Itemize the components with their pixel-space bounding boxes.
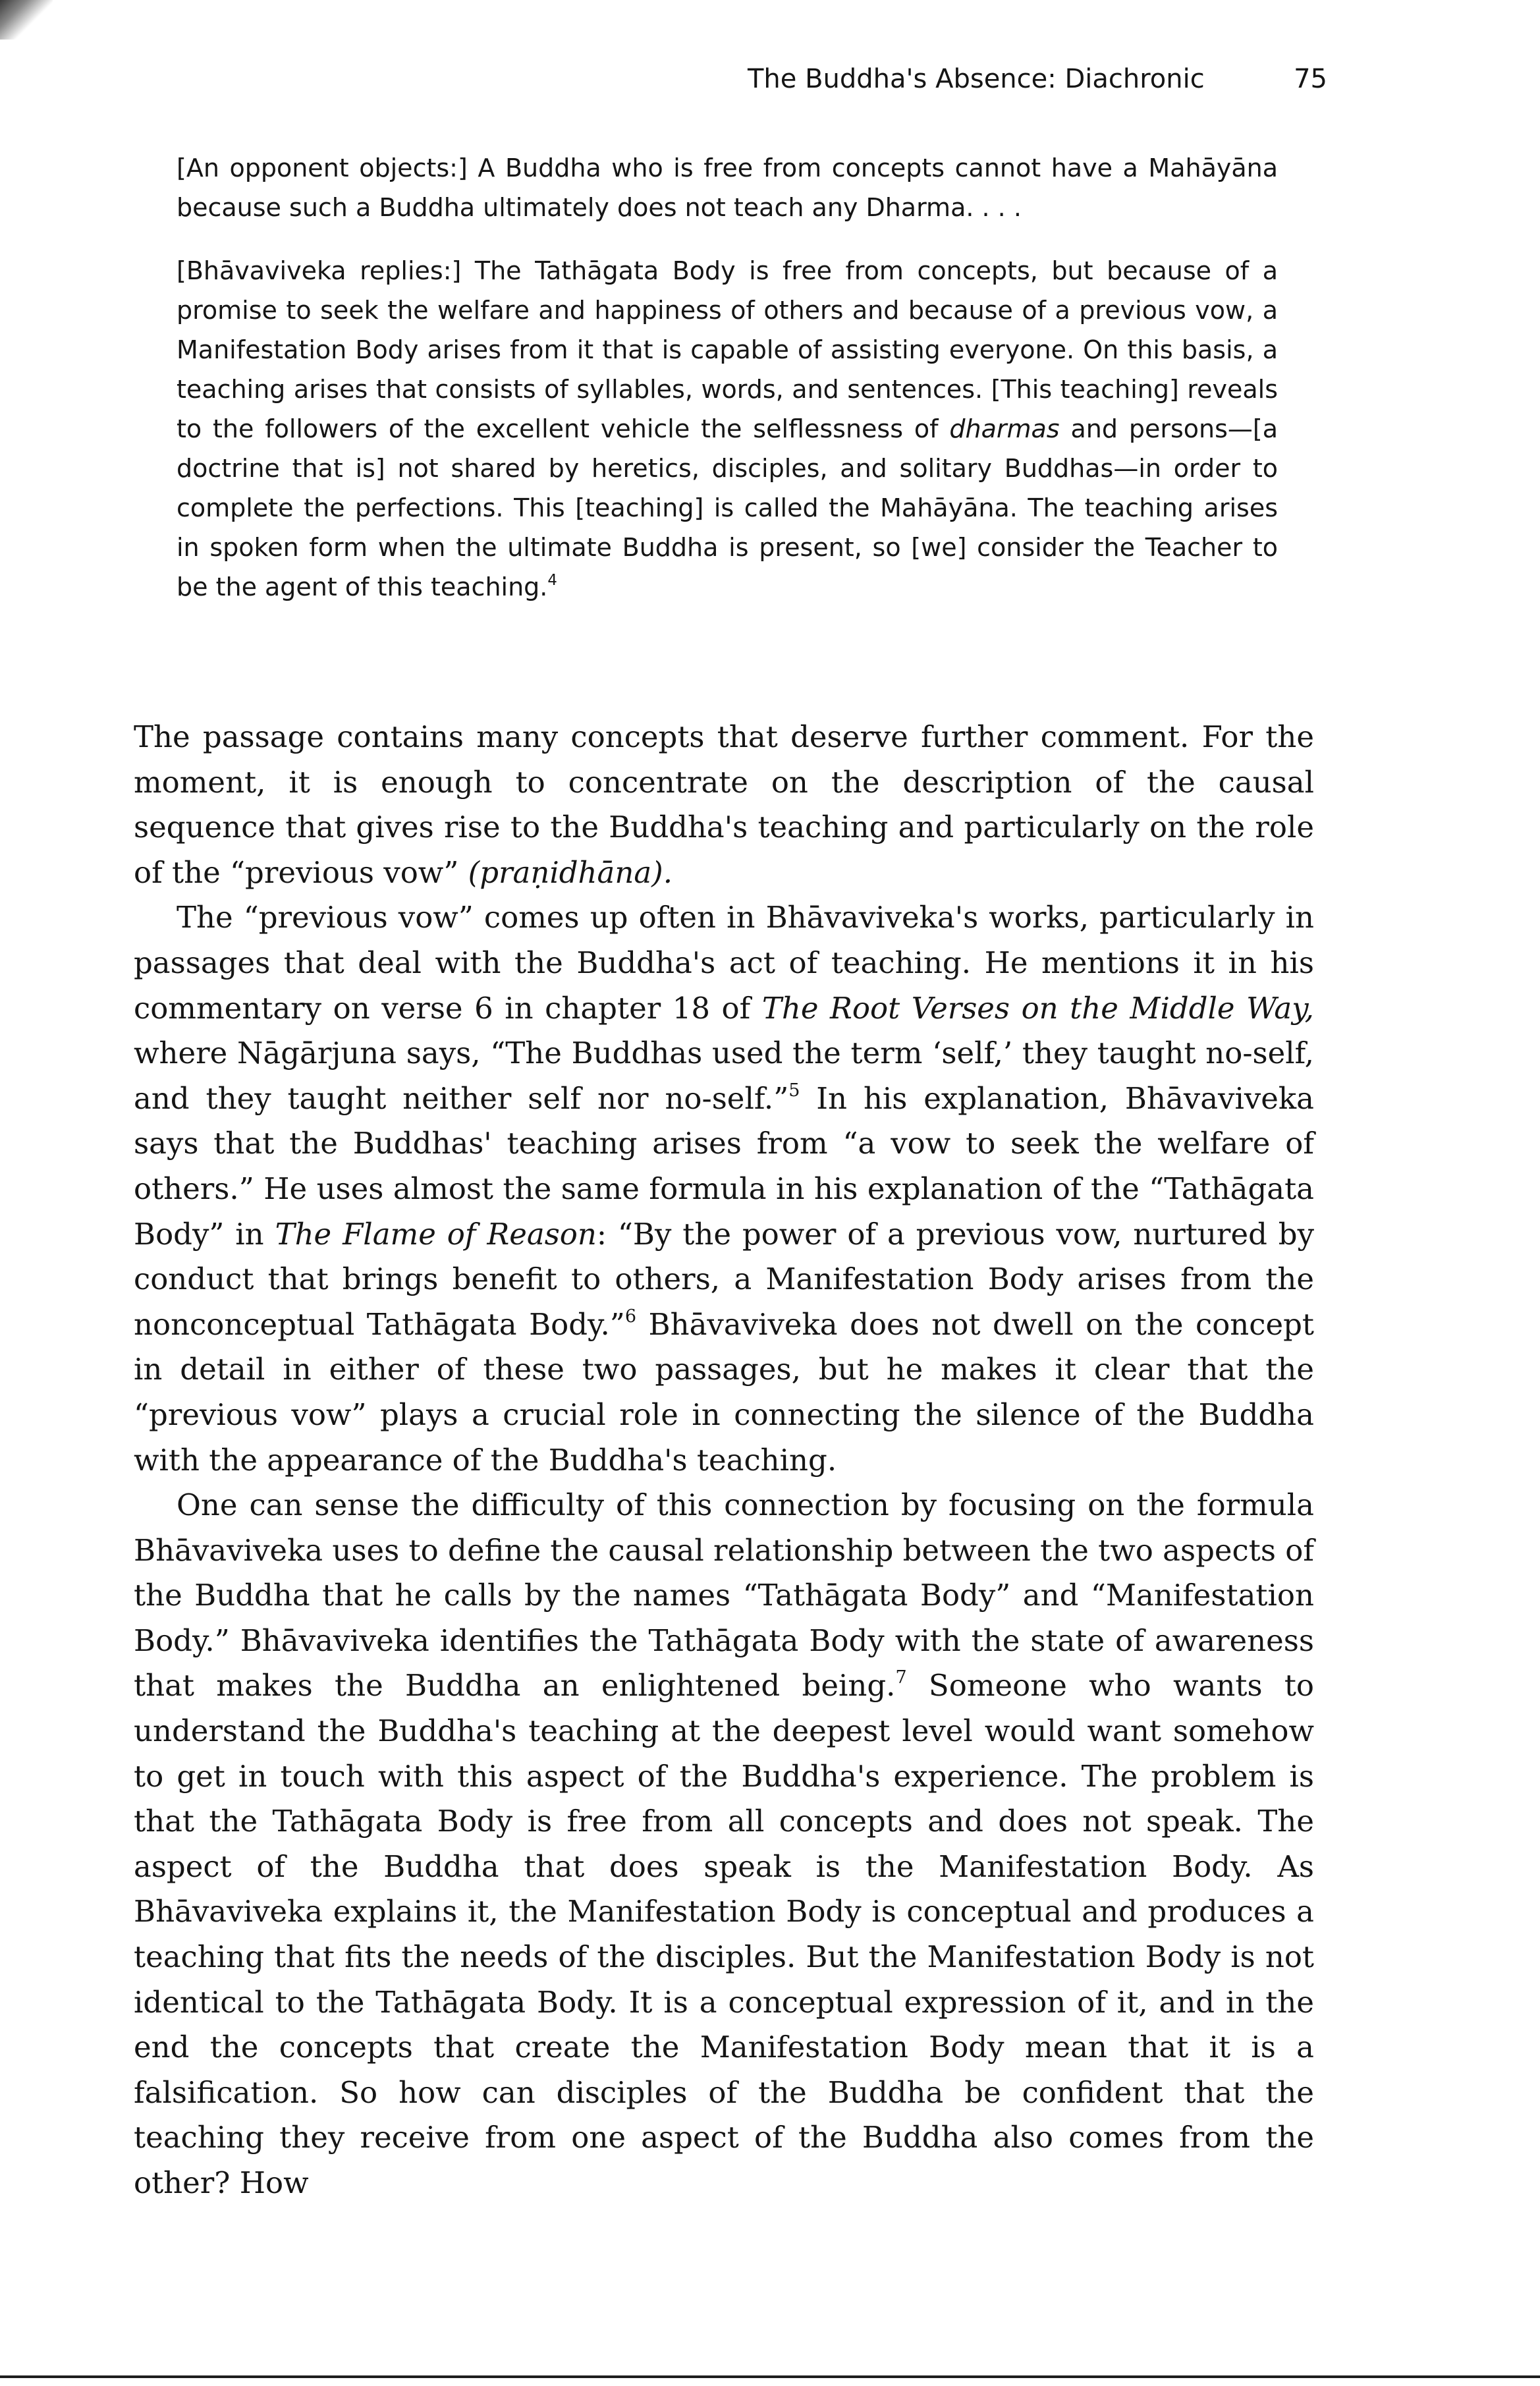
body-text-run: : “By the power of a previous vow, nurtured by conduct that brings benefit to others, a Manifestation Body arises from the nonconceptual Tathāgata Body.” [134,1216,1314,1342]
block-quote [177,148,1278,607]
block-quote-paragraph [177,251,1278,607]
body-text [134,715,1314,2206]
body-paragraph [134,715,1314,895]
body-text-run: Bhāvaviveka does not dwell on the concept in detail in either of these two passages, but he makes it clear that the “previous vow” plays a crucial role in connecting the silence of the Buddha with the appearance of the Buddha's teaching. [134,1306,1314,1478]
footnote-marker: 5 [788,1080,800,1101]
body-text-run: The “previous vow” comes up often in Bhāvaviveka's works, particularly in passages that deal with the Buddha's act of teaching. He mentions it in his commentary on verse 6 in chapter 18 of [134,900,1314,1026]
body-paragraph [134,1483,1314,2206]
body-text-run: where Nāgārjuna says, “The Buddhas used the term ‘self,’ they taught no-self, and they taught neither self nor no-self.” [134,1036,1314,1116]
scan-edge-shadow [0,0,53,40]
block-quote-paragraph [177,148,1278,227]
quote-text: [Bhāvaviveka replies:] The Tathāgata Body is free from concepts, but because of a promise to seek the welfare and happiness of others and because of a previous vow, a Manifestation Body arises from it that is capable of assisting everyone. On this basis, a teaching arises that consists of syllables, words, and sentences. [This teaching] reveals to the followers of the excellent vehicle the selflessness of [177,256,1278,443]
body-text-run: In his explanation, Bhāvaviveka says that the Buddhas' teaching arises from “a vow to seek the welfare of others.” He uses almost the same formula in his explanation of the “Tathāgata Body” in [134,1080,1314,1252]
body-text-run: The passage contains many concepts that deserve further comment. For the moment, it is enough to concentrate on the description of the causal sequence that gives rise to the Buddha's teaching and particularly on the role of the “previous vow” [134,719,1314,890]
running-title: The Buddha's Absence: Diachronic [748,64,1205,94]
body-text-run: Someone who wants to understand the Buddha's teaching at the deepest level would want somehow to get in touch with this aspect of the Buddha's experience. The problem is that the Tathāgata Body is free from all concepts and does not speak. The aspect of the Buddha that does speak is the Manifestation Body. As Bhāvaviveka explains it, the Manifestation Body is conceptual and produces a teaching that fits the needs of the disciples. But the Manifestation Body is not identical to the Tathāgata Body. It is a conceptual expression of it, and in the end the concepts that create the Manifestation Body mean that it is a falsification. So how can disciples of the Buddha be confident that the teaching they receive from one aspect of the Buddha also comes from the other? How [134,1668,1315,2200]
footnote-marker: 4 [547,572,557,590]
italic-term: (praṇidhāna). [468,854,673,890]
italic-term: dharmas [949,414,1060,443]
quote-text: and persons—[a doctrine that is] not shared by heretics, disciples, and solitary Buddhas—in order to complete the perfections. This [teaching] is called the Mahāyāna. The teaching arises in spoken form when the ultimate Buddha is present, so [we] consider the Teacher to be the agent of this teaching. [177,414,1279,601]
scan-bottom-edge [0,2375,1540,2378]
footnote-marker: 7 [895,1667,907,1688]
body-text-run: One can sense the difficulty of this connection by focusing on the formula Bhāvaviveka uses to define the causal relationship between the two aspects of the Buddha that he calls by the names “Tathāgata Body” and “Manifestation Body.” Bhāvaviveka identifies the Tathāgata Body with the state of awareness that makes the Buddha an enlightened being. [134,1487,1314,1704]
footnote-marker: 6 [624,1306,636,1327]
body-paragraph [134,895,1314,1483]
quote-text: [An opponent objects:] A Buddha who is free from concepts cannot have a Mahāyāna because such a Buddha ultimately does not teach any Dharma. . . . [177,153,1278,222]
work-title: The Root Verses on the Middle Way, [761,990,1314,1026]
work-title: The Flame of Reason [275,1216,597,1252]
page-number: 75 [1294,64,1327,94]
